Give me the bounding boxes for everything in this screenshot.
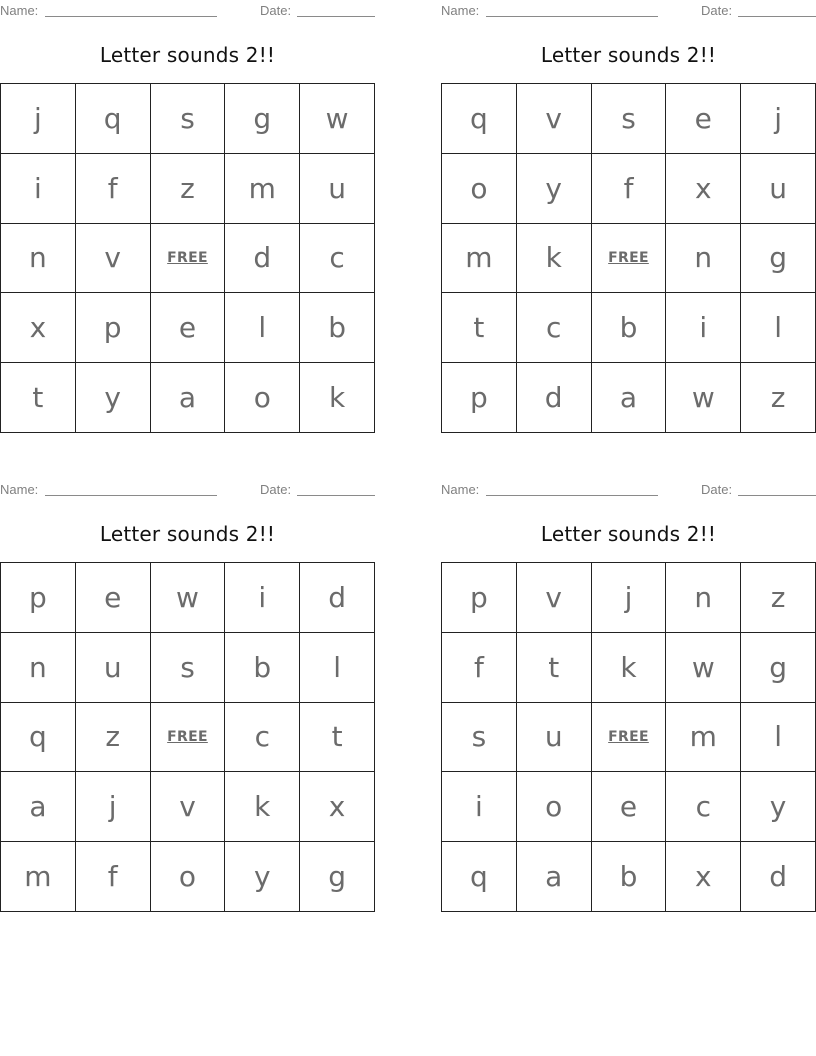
letter-cell[interactable]: q: [442, 84, 517, 154]
letter-cell[interactable]: x: [300, 772, 375, 842]
letter-cell[interactable]: u: [741, 154, 816, 224]
letter-cell[interactable]: c: [666, 772, 741, 842]
letter-cell[interactable]: y: [741, 772, 816, 842]
date-label: Date:: [260, 3, 292, 18]
letter-cell[interactable]: c: [300, 224, 375, 294]
date-blank-line: [738, 495, 816, 496]
letter-cell[interactable]: b: [592, 293, 667, 363]
letter-cell[interactable]: s: [442, 703, 517, 773]
letter-cell[interactable]: a: [1, 772, 76, 842]
name-date-header: [441, 3, 816, 19]
free-space-cell[interactable]: FREE: [151, 224, 226, 294]
letter-cell[interactable]: z: [741, 363, 816, 433]
letter-cell[interactable]: p: [442, 563, 517, 633]
letter-cell[interactable]: y: [517, 154, 592, 224]
letter-cell[interactable]: y: [76, 363, 151, 433]
bingo-grid: [0, 83, 375, 433]
letter-cell[interactable]: b: [225, 633, 300, 703]
letter-cell[interactable]: e: [666, 84, 741, 154]
letter-cell[interactable]: b: [592, 842, 667, 912]
letter-cell[interactable]: t: [517, 633, 592, 703]
letter-cell[interactable]: z: [151, 154, 226, 224]
letter-cell[interactable]: o: [517, 772, 592, 842]
letter-cell[interactable]: g: [741, 633, 816, 703]
letter-cell[interactable]: m: [666, 703, 741, 773]
letter-cell[interactable]: q: [442, 842, 517, 912]
letter-cell[interactable]: c: [225, 703, 300, 773]
letter-cell[interactable]: k: [225, 772, 300, 842]
letter-cell[interactable]: k: [592, 633, 667, 703]
letter-cell[interactable]: a: [517, 842, 592, 912]
letter-cell[interactable]: x: [666, 154, 741, 224]
letter-cell[interactable]: j: [592, 563, 667, 633]
letter-cell[interactable]: w: [666, 633, 741, 703]
letter-cell[interactable]: m: [442, 224, 517, 294]
name-label: Name:: [0, 3, 39, 18]
letter-cell[interactable]: g: [741, 224, 816, 294]
letter-cell[interactable]: w: [666, 363, 741, 433]
free-space-cell[interactable]: FREE: [592, 703, 667, 773]
letter-cell[interactable]: u: [517, 703, 592, 773]
date-label: Date:: [701, 482, 733, 497]
bingo-card-3: [0, 479, 376, 911]
letter-cell[interactable]: g: [300, 842, 375, 912]
card-title: Letter sounds 2!!: [99, 522, 276, 546]
letter-cell[interactable]: v: [517, 84, 592, 154]
bingo-card-2: [441, 0, 816, 432]
letter-cell[interactable]: s: [151, 84, 226, 154]
letter-cell[interactable]: v: [151, 772, 226, 842]
letter-cell[interactable]: n: [666, 563, 741, 633]
letter-cell[interactable]: l: [741, 703, 816, 773]
name-date-header: [441, 482, 816, 498]
bingo-card-1: [0, 0, 376, 432]
letter-cell[interactable]: n: [1, 224, 76, 294]
name-blank-line: [486, 16, 658, 17]
letter-cell[interactable]: f: [76, 842, 151, 912]
letter-cell[interactable]: m: [225, 154, 300, 224]
letter-cell[interactable]: d: [517, 363, 592, 433]
letter-cell[interactable]: u: [76, 633, 151, 703]
bingo-grid: [441, 83, 816, 433]
date-blank-line: [738, 16, 816, 17]
letter-cell[interactable]: p: [76, 293, 151, 363]
letter-cell[interactable]: p: [1, 563, 76, 633]
letter-cell[interactable]: z: [741, 563, 816, 633]
letter-cell[interactable]: v: [76, 224, 151, 294]
letter-cell[interactable]: u: [300, 154, 375, 224]
letter-cell[interactable]: c: [517, 293, 592, 363]
letter-cell[interactable]: x: [666, 842, 741, 912]
letter-cell[interactable]: f: [442, 633, 517, 703]
letter-cell[interactable]: x: [1, 293, 76, 363]
letter-cell[interactable]: p: [442, 363, 517, 433]
card-title: Letter sounds 2!!: [540, 522, 717, 546]
letter-cell[interactable]: y: [225, 842, 300, 912]
letter-cell[interactable]: t: [442, 293, 517, 363]
bingo-grid: [0, 562, 375, 912]
letter-cell[interactable]: w: [151, 563, 226, 633]
name-label: Name:: [0, 482, 39, 497]
letter-cell[interactable]: l: [741, 293, 816, 363]
letter-cell[interactable]: a: [151, 363, 226, 433]
letter-cell[interactable]: q: [1, 703, 76, 773]
letter-cell[interactable]: j: [741, 84, 816, 154]
letter-cell[interactable]: q: [76, 84, 151, 154]
date-blank-line: [297, 16, 375, 17]
letter-cell[interactable]: v: [517, 563, 592, 633]
bingo-grid: [441, 562, 816, 912]
letter-cell[interactable]: n: [666, 224, 741, 294]
letter-cell[interactable]: g: [225, 84, 300, 154]
name-date-header: [0, 482, 376, 498]
name-label: Name:: [441, 482, 480, 497]
name-blank-line: [45, 16, 217, 17]
letter-cell[interactable]: i: [225, 563, 300, 633]
letter-cell[interactable]: t: [300, 703, 375, 773]
letter-cell[interactable]: m: [1, 842, 76, 912]
date-blank-line: [297, 495, 375, 496]
bingo-card-4: [441, 479, 816, 911]
name-date-header: [0, 3, 376, 19]
letter-cell[interactable]: f: [76, 154, 151, 224]
free-space-cell[interactable]: FREE: [151, 703, 226, 773]
letter-cell[interactable]: e: [151, 293, 226, 363]
letter-cell[interactable]: l: [225, 293, 300, 363]
name-blank-line: [45, 495, 217, 496]
letter-cell[interactable]: f: [592, 154, 667, 224]
card-title: Letter sounds 2!!: [99, 43, 276, 67]
letter-cell[interactable]: o: [151, 842, 226, 912]
letter-cell[interactable]: z: [76, 703, 151, 773]
letter-cell[interactable]: j: [76, 772, 151, 842]
date-label: Date:: [701, 3, 733, 18]
letter-cell[interactable]: i: [442, 772, 517, 842]
letter-cell[interactable]: d: [741, 842, 816, 912]
letter-cell[interactable]: t: [1, 363, 76, 433]
letter-cell[interactable]: s: [151, 633, 226, 703]
letter-cell[interactable]: a: [592, 363, 667, 433]
name-blank-line: [486, 495, 658, 496]
letter-cell[interactable]: k: [517, 224, 592, 294]
letter-cell[interactable]: d: [225, 224, 300, 294]
letter-cell[interactable]: w: [300, 84, 375, 154]
letter-cell[interactable]: e: [592, 772, 667, 842]
letter-cell[interactable]: s: [592, 84, 667, 154]
letter-cell[interactable]: o: [225, 363, 300, 433]
letter-cell[interactable]: e: [76, 563, 151, 633]
letter-cell[interactable]: l: [300, 633, 375, 703]
letter-cell[interactable]: i: [666, 293, 741, 363]
date-label: Date:: [260, 482, 292, 497]
letter-cell[interactable]: o: [442, 154, 517, 224]
letter-cell[interactable]: d: [300, 563, 375, 633]
letter-cell[interactable]: k: [300, 363, 375, 433]
letter-cell[interactable]: n: [1, 633, 76, 703]
card-title: Letter sounds 2!!: [540, 43, 717, 67]
letter-cell[interactable]: i: [1, 154, 76, 224]
letter-cell[interactable]: j: [1, 84, 76, 154]
free-space-cell[interactable]: FREE: [592, 224, 667, 294]
letter-cell[interactable]: b: [300, 293, 375, 363]
name-label: Name:: [441, 3, 480, 18]
